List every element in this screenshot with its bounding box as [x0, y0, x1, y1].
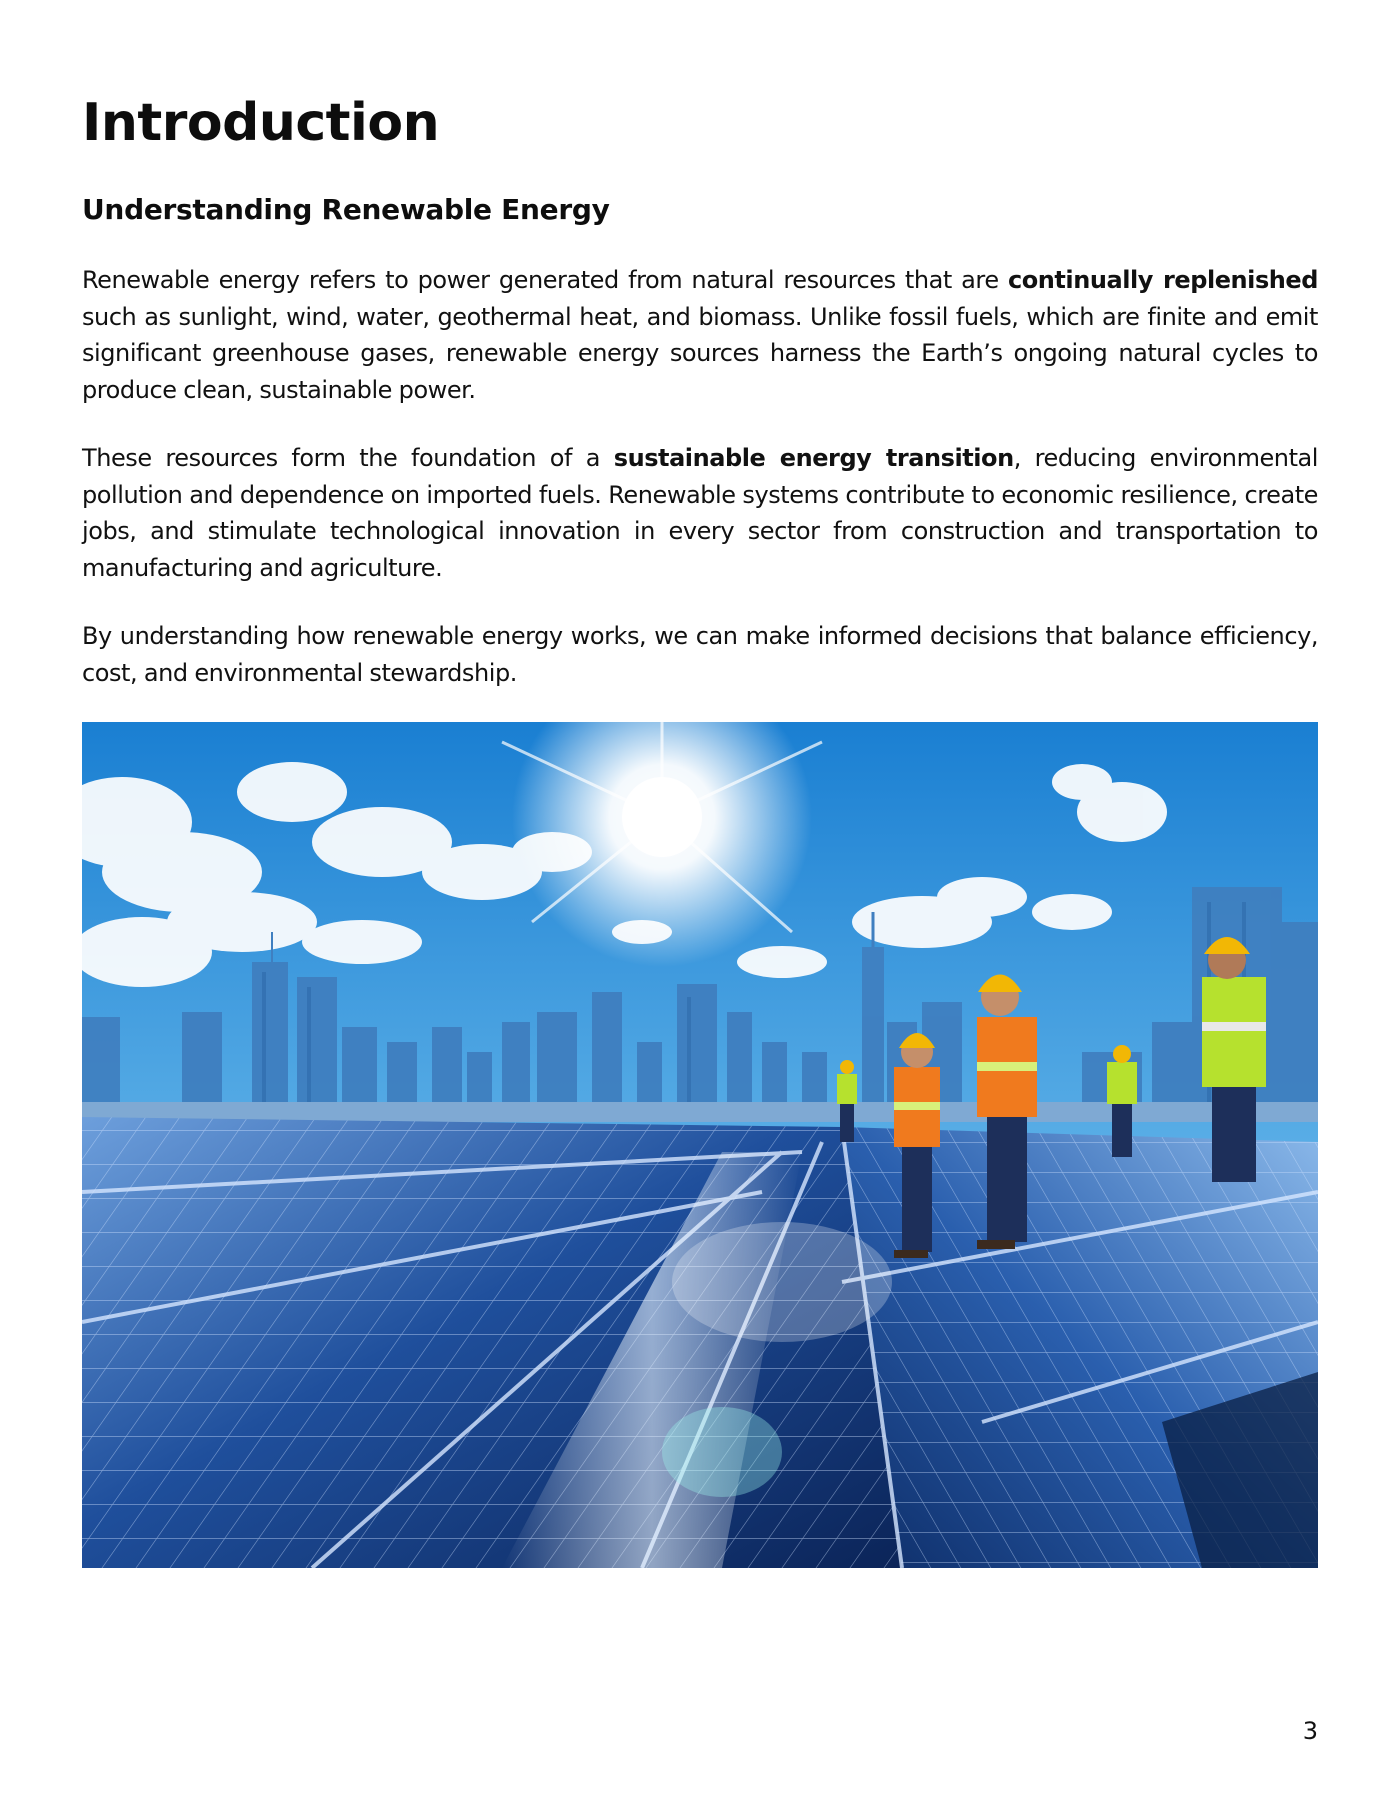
solar-rooftop-photo: [82, 722, 1318, 1568]
paragraph-understanding: By understanding how renewable energy works, we can make informed decisions that balance efficiency, cost, and environmental stewardship.: [82, 622, 1318, 687]
document-page: [82, 0, 1318, 1809]
paragraph-2-lead: These resources form the foundation of a: [82, 444, 614, 472]
paragraph-transition: [82, 440, 1318, 586]
paragraph-2-rest: , reducing environmental pollution and dependence on imported fuels. Renewable systems contribute to economic resilience, create jobs, and stimulate technological innovation in every sector from construction and transportation to manufacturing and agriculture.: [82, 444, 1319, 582]
paragraph-1-lead: Renewable energy refers to power generated from natural resources that are: [82, 266, 1008, 294]
page-number: 3: [1302, 1717, 1318, 1745]
solar-photo-illustration: [82, 722, 1318, 1568]
paragraph-1-rest: such as sunlight, wind, water, geothermal heat, and biomass. Unlike fossil fuels, which are finite and emit significant greenhouse gases, renewable energy sources harness the Earth’s ongoing natural cycles to produce clean, sustainable power.: [82, 302, 1318, 404]
paragraph-definition: [82, 262, 1318, 408]
section-heading: Understanding Renewable Energy: [82, 193, 610, 226]
page-title: Introduction: [82, 93, 440, 153]
paragraph-1-emphasis: continually replenished: [1007, 266, 1318, 294]
paragraph-2-emphasis: sustainable energy transition: [613, 444, 1014, 472]
